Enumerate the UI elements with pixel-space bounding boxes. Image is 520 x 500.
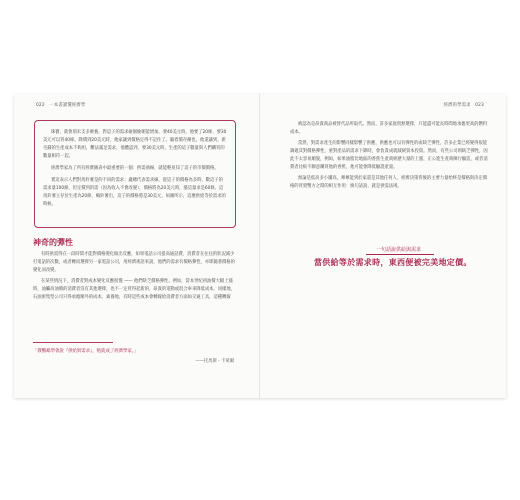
pull-quote-underline (366, 254, 434, 255)
right-running-title: 經濟的學需求 (443, 103, 471, 108)
quote-text: 「教鸚鵡學會說『供給與需求』，牠就成了經濟學家。」 (33, 349, 139, 354)
book-spread (14, 94, 506, 398)
sidebar-box (34, 120, 236, 228)
box-paragraph: 珠寶，就會刻未支多廣養，對這子的需求碰個偷朝能增加。要40美元時，他要了20條，要30美元可以買40條。降價到20美元時，他家讓到價格定得不記住了。隨着價存漸也，他還讓到，新毛錢的生產成本不夠用，難法滿足需求，他體認到，要30美元時，生產的這子數量與人們購買的數量相符一起。 (43, 130, 227, 159)
body-paragraph: 無論是低高多小團高，蕈蕈能到於家還是其他任何人，經濟決策背後的主要力量始終是價格與決定價格的買賣雙方之間的相互作用：換句話說，就是供需法則。 (290, 175, 488, 189)
left-page-number: 022 (36, 103, 45, 108)
right-body-text (290, 121, 490, 194)
book-gutter (259, 94, 260, 398)
quote-attribution: ——托馬斯・卡萊爾 (195, 359, 234, 364)
left-body-text (33, 251, 237, 305)
box-paragraph: 經濟學家為了所有經濟圖表中最重要的一個：供需曲線，就能輕易知了這子的市價價格。 (51, 165, 219, 171)
left-page (14, 94, 254, 398)
right-page (266, 94, 506, 398)
pull-quote-kicker: 一句話說供給與需求 (376, 247, 422, 253)
body-paragraph: 在某些情況下，消費者對成本變化反應很慢 —— 他們缺乏價格彈性。例如，當本世紀初油價大幅上漲時，油臟高油價的消費者沒有其他選擇，也不一定買得起新的、昂貴的電動或混合車來降低成本。同樣地，石油密集型公司只得承擔額外的成本，素養地，有時這些成本會轉嫁給消費者方面如交通工具，這種轉嫁 (33, 278, 235, 300)
section-heading: 神奇的彈性 (33, 237, 73, 247)
pull-quote: 當供給等於需求時，東西便被完美地定價。 (314, 257, 472, 267)
box-paragraph: 實這表示人們對馬鈴薯是的不同的需求；盧總代表需求線，從這子的價格為多時，數這子的需求量100條，但定價到的需（因為收入不會改變），價格將為20美元時，漲這量求是60條，這馬鈴薯立存於生產為20條，嘛鈴薯出，這子的價格將是30美元，如圖所示，這麼供給等於需求的時候。 (43, 177, 226, 207)
right-page-number: 023 (475, 103, 484, 108)
body-paragraph: 有時供需得在一段時間才能對價格變化做出反應，如果電話公司提高通話費，消費者在往往的狀況減少打電話的次數，或者轉而選擇另一家電話公司，用經濟術語來說，他們的需求有價格彈性，亦即隨著價格的變化而改變。 (33, 252, 235, 273)
left-running-head (33, 102, 85, 108)
body-paragraph: 被認為是昂貴商品被替代品所取代。然而，許多家庭別無選擇，只能盡可能長時間地承擔更高的燃料成本。 (290, 122, 488, 135)
right-running-head (444, 102, 487, 108)
quote-divider (33, 342, 113, 343)
left-running-title: 一本書讀懂經濟學 (49, 103, 86, 108)
body-paragraph: 當然，對需求產生的影響同樣影響了供應，供應也可以有彈性的或缺乏彈性，許多企業已經變得很能調適其對價格彈性，重對產品的需求下降時，會負責成就減緩資本投資。然而，有些公司則缺乏彈性，因此不太容易順貌，例如，如果油脂比地區的香蕉生產商經歷大量的上漲，正公進生產商陳行驗造，或者消費者比較不願意購買他的香蕉，他可能會降低驗證產量。 (290, 140, 488, 170)
